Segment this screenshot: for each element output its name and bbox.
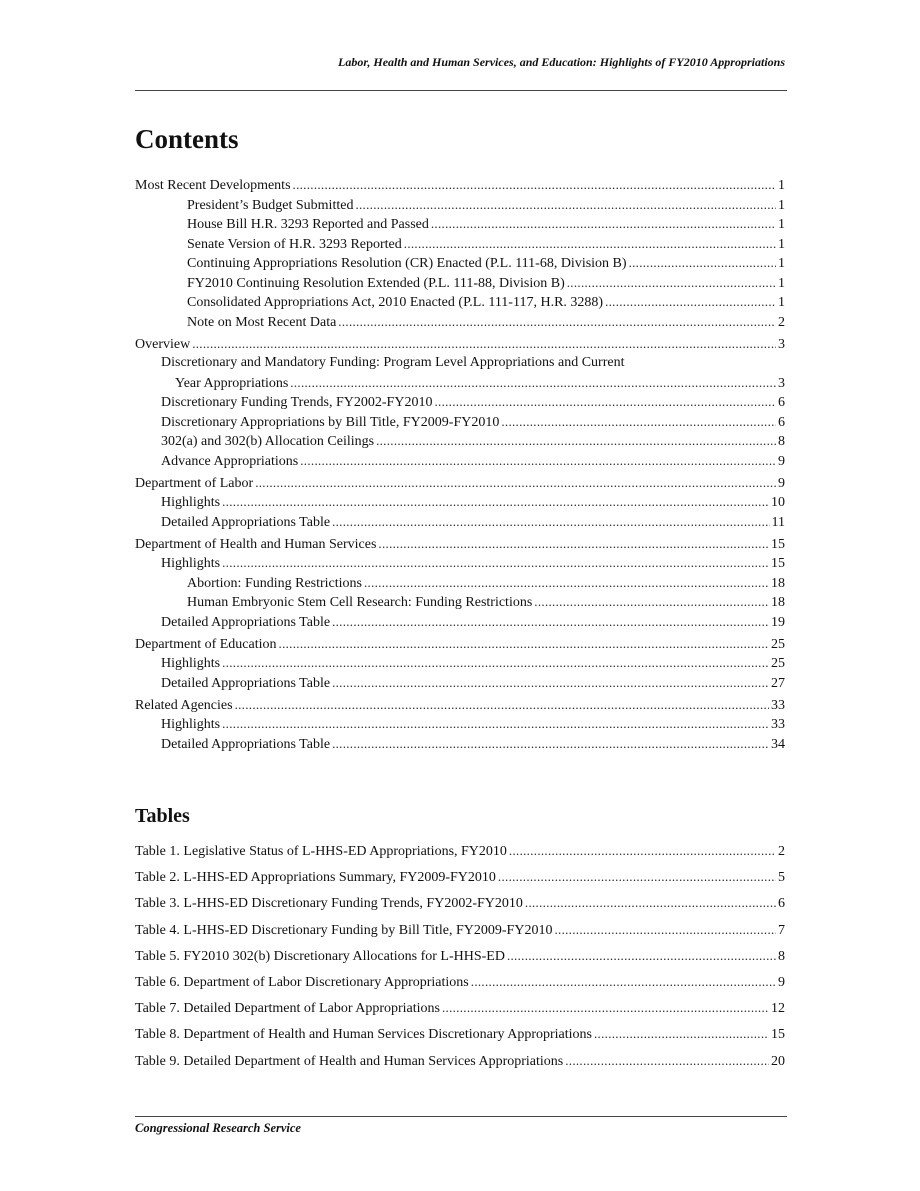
toc-entry-title: Discretionary Funding Trends, FY2002-FY2010 bbox=[161, 395, 433, 410]
dot-leader bbox=[501, 414, 776, 431]
table-list-entry[interactable] bbox=[135, 895, 785, 921]
table-entry-title: Table 4. L-HHS-ED Discretionary Funding by Bill Title, FY2009-FY2010 bbox=[135, 922, 553, 938]
toc-entry-title: Senate Version of H.R. 3293 Reported bbox=[187, 236, 402, 252]
table-entry-title: Table 7. Detailed Department of Labor Appropriations bbox=[135, 1001, 440, 1017]
running-header: Labor, Health and Human Services, and Education: Highlights of FY2010 Appropriations bbox=[338, 55, 785, 69]
toc-entry-page: 1 bbox=[778, 275, 785, 291]
toc-entry-title: 302(a) and 302(b) Allocation Ceilings bbox=[161, 434, 375, 449]
dot-leader bbox=[434, 394, 776, 411]
table-entry-page: 12 bbox=[771, 1001, 785, 1017]
toc-entry[interactable] bbox=[135, 736, 785, 756]
dot-leader bbox=[498, 869, 776, 886]
toc-entry-title: Discretionary Appropriations by Bill Title, FY2009-FY2010 bbox=[161, 414, 500, 430]
table-entry-page: 5 bbox=[778, 870, 785, 886]
footer-divider bbox=[135, 1116, 787, 1117]
table-entry-page: 15 bbox=[771, 1027, 785, 1043]
toc-entry-title: Continuing Appropriations Resolution (CR) Enacted (P.L. 111-68, Division B) bbox=[187, 256, 627, 271]
dot-leader bbox=[222, 655, 769, 672]
header-divider bbox=[135, 90, 787, 91]
dot-leader bbox=[567, 275, 776, 292]
toc-entry-page: 34 bbox=[771, 736, 785, 752]
toc-entry-title: Abortion: Funding Restrictions bbox=[187, 575, 362, 591]
dot-leader bbox=[554, 922, 776, 939]
table-entry-title: Table 6. Department of Labor Discretionary Appropriations bbox=[135, 974, 469, 990]
toc-entry[interactable] bbox=[135, 536, 785, 556]
toc-entry-page: 33 bbox=[771, 717, 785, 732]
toc-entry-page: 10 bbox=[771, 495, 785, 510]
dot-leader bbox=[629, 255, 776, 272]
toc-entry-page: 1 bbox=[778, 197, 785, 213]
table-list-entry[interactable] bbox=[135, 1026, 785, 1052]
table-of-contents bbox=[135, 177, 785, 755]
toc-entry-page: 1 bbox=[778, 295, 785, 310]
toc-entry-page: 25 bbox=[771, 656, 785, 671]
toc-entry-page: 3 bbox=[778, 336, 785, 352]
table-list-entry[interactable] bbox=[135, 869, 785, 895]
toc-entry-title: Highlights bbox=[161, 556, 221, 571]
toc-entry-title: Department of Education bbox=[135, 636, 277, 652]
dot-leader bbox=[507, 948, 776, 965]
toc-entry[interactable] bbox=[135, 375, 785, 395]
toc-entry-title: House Bill H.R. 3293 Reported and Passed bbox=[187, 217, 429, 232]
toc-entry-title: Department of Labor bbox=[135, 475, 254, 491]
toc-entry-title: Most Recent Developments bbox=[135, 178, 291, 193]
toc-entry-page: 9 bbox=[778, 475, 785, 491]
dot-leader bbox=[431, 216, 776, 233]
toc-entry[interactable] bbox=[135, 655, 785, 675]
table-entry-title: Table 5. FY2010 302(b) Discretionary Allocations for L-HHS-ED bbox=[135, 948, 505, 964]
toc-entry[interactable] bbox=[135, 394, 785, 414]
dot-leader bbox=[509, 843, 776, 860]
table-entry-title: Table 2. L-HHS-ED Appropriations Summary, FY2009-FY2010 bbox=[135, 870, 496, 886]
toc-entry[interactable] bbox=[135, 414, 785, 434]
toc-entry-page: 27 bbox=[771, 675, 785, 691]
dot-leader bbox=[332, 675, 769, 692]
dot-leader bbox=[293, 177, 776, 194]
table-entry-page: 6 bbox=[778, 896, 785, 912]
toc-entry[interactable] bbox=[135, 555, 785, 575]
toc-entry[interactable] bbox=[135, 453, 785, 473]
toc-entry-page: 25 bbox=[771, 636, 785, 652]
contents-heading: Contents bbox=[135, 124, 239, 154]
dot-leader bbox=[376, 433, 776, 450]
toc-entry-title: Detailed Appropriations Table bbox=[161, 614, 331, 630]
dot-leader bbox=[290, 375, 776, 392]
toc-entry[interactable] bbox=[135, 675, 785, 695]
toc-entry[interactable] bbox=[135, 216, 785, 236]
footer-text: Congressional Research Service bbox=[135, 1121, 301, 1135]
tables-heading: Tables bbox=[135, 805, 190, 827]
dot-leader bbox=[332, 736, 769, 753]
toc-entry-page: 1 bbox=[778, 178, 785, 193]
dot-leader bbox=[442, 1000, 769, 1017]
toc-entry-title: FY2010 Continuing Resolution Extended (P.L. 111-88, Division B) bbox=[187, 275, 565, 291]
toc-entry-page: 33 bbox=[771, 697, 785, 713]
table-list-entry[interactable] bbox=[135, 922, 785, 948]
toc-entry-page: 15 bbox=[771, 536, 785, 552]
table-list-entry[interactable] bbox=[135, 843, 785, 869]
table-entry-title: Table 9. Detailed Department of Health and Human Services Appropriations bbox=[135, 1053, 564, 1069]
toc-entry[interactable] bbox=[135, 697, 785, 717]
toc-entry-page: 8 bbox=[778, 434, 785, 449]
toc-entry-page: 3 bbox=[778, 375, 785, 391]
table-entry-page: 9 bbox=[778, 974, 785, 990]
toc-entry-page: 18 bbox=[771, 595, 785, 610]
toc-entry-page: 6 bbox=[778, 414, 785, 430]
toc-entry-title: Advance Appropriations bbox=[161, 453, 299, 469]
dot-leader bbox=[471, 974, 776, 991]
toc-entry[interactable] bbox=[135, 433, 785, 453]
dot-leader bbox=[525, 895, 776, 912]
table-list-entry[interactable] bbox=[135, 948, 785, 974]
toc-entry[interactable] bbox=[135, 177, 785, 197]
table-entry-page: 8 bbox=[778, 948, 785, 964]
toc-entry[interactable] bbox=[135, 314, 785, 334]
table-entry-title: Table 1. Legislative Status of L-HHS-ED Appropriations, FY2010 bbox=[135, 844, 507, 859]
toc-entry-page: 9 bbox=[778, 453, 785, 469]
toc-entry[interactable] bbox=[135, 197, 785, 217]
toc-entry-title: Highlights bbox=[161, 656, 221, 671]
dot-leader bbox=[300, 453, 776, 470]
dot-leader bbox=[222, 555, 769, 572]
toc-entry-page: 18 bbox=[771, 575, 785, 591]
table-entry-page: 7 bbox=[778, 922, 785, 938]
dot-leader bbox=[255, 475, 776, 492]
toc-entry[interactable] bbox=[135, 575, 785, 595]
dot-leader bbox=[605, 294, 776, 311]
dot-leader bbox=[332, 514, 769, 531]
toc-entry-page: 1 bbox=[778, 236, 785, 252]
toc-entry-title: Department of Health and Human Services bbox=[135, 536, 377, 552]
toc-entry[interactable] bbox=[135, 236, 785, 256]
dot-leader bbox=[355, 197, 776, 214]
dot-leader bbox=[565, 1053, 769, 1070]
toc-entry[interactable] bbox=[135, 275, 785, 295]
toc-entry[interactable] bbox=[135, 594, 785, 614]
table-list-entry[interactable] bbox=[135, 1000, 785, 1026]
toc-entry-title: Year Appropriations bbox=[175, 375, 289, 391]
toc-entry[interactable] bbox=[135, 494, 785, 514]
toc-entry-page: 1 bbox=[778, 256, 785, 271]
toc-entry-title: Highlights bbox=[161, 495, 221, 510]
dot-leader bbox=[332, 614, 769, 631]
dot-leader bbox=[279, 636, 769, 653]
dot-leader bbox=[378, 536, 769, 553]
table-entry-page: 2 bbox=[778, 844, 785, 859]
table-entry-title: Table 3. L-HHS-ED Discretionary Funding Trends, FY2002-FY2010 bbox=[135, 896, 523, 912]
dot-leader bbox=[222, 716, 769, 733]
toc-entry[interactable] bbox=[135, 294, 785, 314]
toc-entry[interactable] bbox=[135, 475, 785, 495]
table-entry-page: 20 bbox=[771, 1053, 785, 1069]
toc-entry-title: Human Embryonic Stem Cell Research: Funding Restrictions bbox=[187, 595, 533, 610]
toc-entry-page: 1 bbox=[778, 217, 785, 232]
toc-entry-title: Overview bbox=[135, 336, 191, 352]
dot-leader bbox=[404, 236, 776, 253]
dot-leader bbox=[364, 575, 769, 592]
toc-entry-title: Detailed Appropriations Table bbox=[161, 736, 331, 752]
toc-entry-page: 2 bbox=[778, 314, 785, 330]
table-list-entry[interactable] bbox=[135, 1053, 785, 1079]
toc-entry[interactable] bbox=[135, 614, 785, 634]
toc-entry-title: Detailed Appropriations Table bbox=[161, 514, 331, 530]
toc-entry-title: President’s Budget Submitted bbox=[187, 197, 354, 213]
dot-leader bbox=[222, 494, 769, 511]
toc-entry-title: Related Agencies bbox=[135, 697, 233, 713]
toc-entry-title: Note on Most Recent Data bbox=[187, 314, 337, 330]
toc-entry-page: 15 bbox=[771, 556, 785, 571]
table-list-entry[interactable] bbox=[135, 974, 785, 1000]
toc-entry[interactable] bbox=[135, 636, 785, 656]
toc-entry[interactable]: Discretionary and Mandatory Funding: Program Level Appropriations and Current bbox=[161, 355, 625, 370]
toc-entry[interactable] bbox=[135, 716, 785, 736]
toc-entry-title: Highlights bbox=[161, 717, 221, 732]
toc-entry-title: Detailed Appropriations Table bbox=[161, 675, 331, 691]
dot-leader bbox=[235, 697, 769, 714]
toc-entry-page: 19 bbox=[771, 614, 785, 630]
dot-leader bbox=[192, 336, 776, 353]
toc-entry-title: Consolidated Appropriations Act, 2010 Enacted (P.L. 111-117, H.R. 3288) bbox=[187, 295, 604, 310]
toc-entry[interactable] bbox=[135, 514, 785, 534]
toc-entry[interactable] bbox=[135, 336, 785, 356]
dot-leader bbox=[594, 1026, 769, 1043]
toc-entry-page: 11 bbox=[771, 514, 785, 530]
toc-entry-page: 6 bbox=[778, 395, 785, 410]
list-of-tables bbox=[135, 843, 785, 1079]
table-entry-title: Table 8. Department of Health and Human Services Discretionary Appropriations bbox=[135, 1027, 592, 1043]
dot-leader bbox=[338, 314, 776, 331]
dot-leader bbox=[534, 594, 769, 611]
toc-entry[interactable] bbox=[135, 255, 785, 275]
